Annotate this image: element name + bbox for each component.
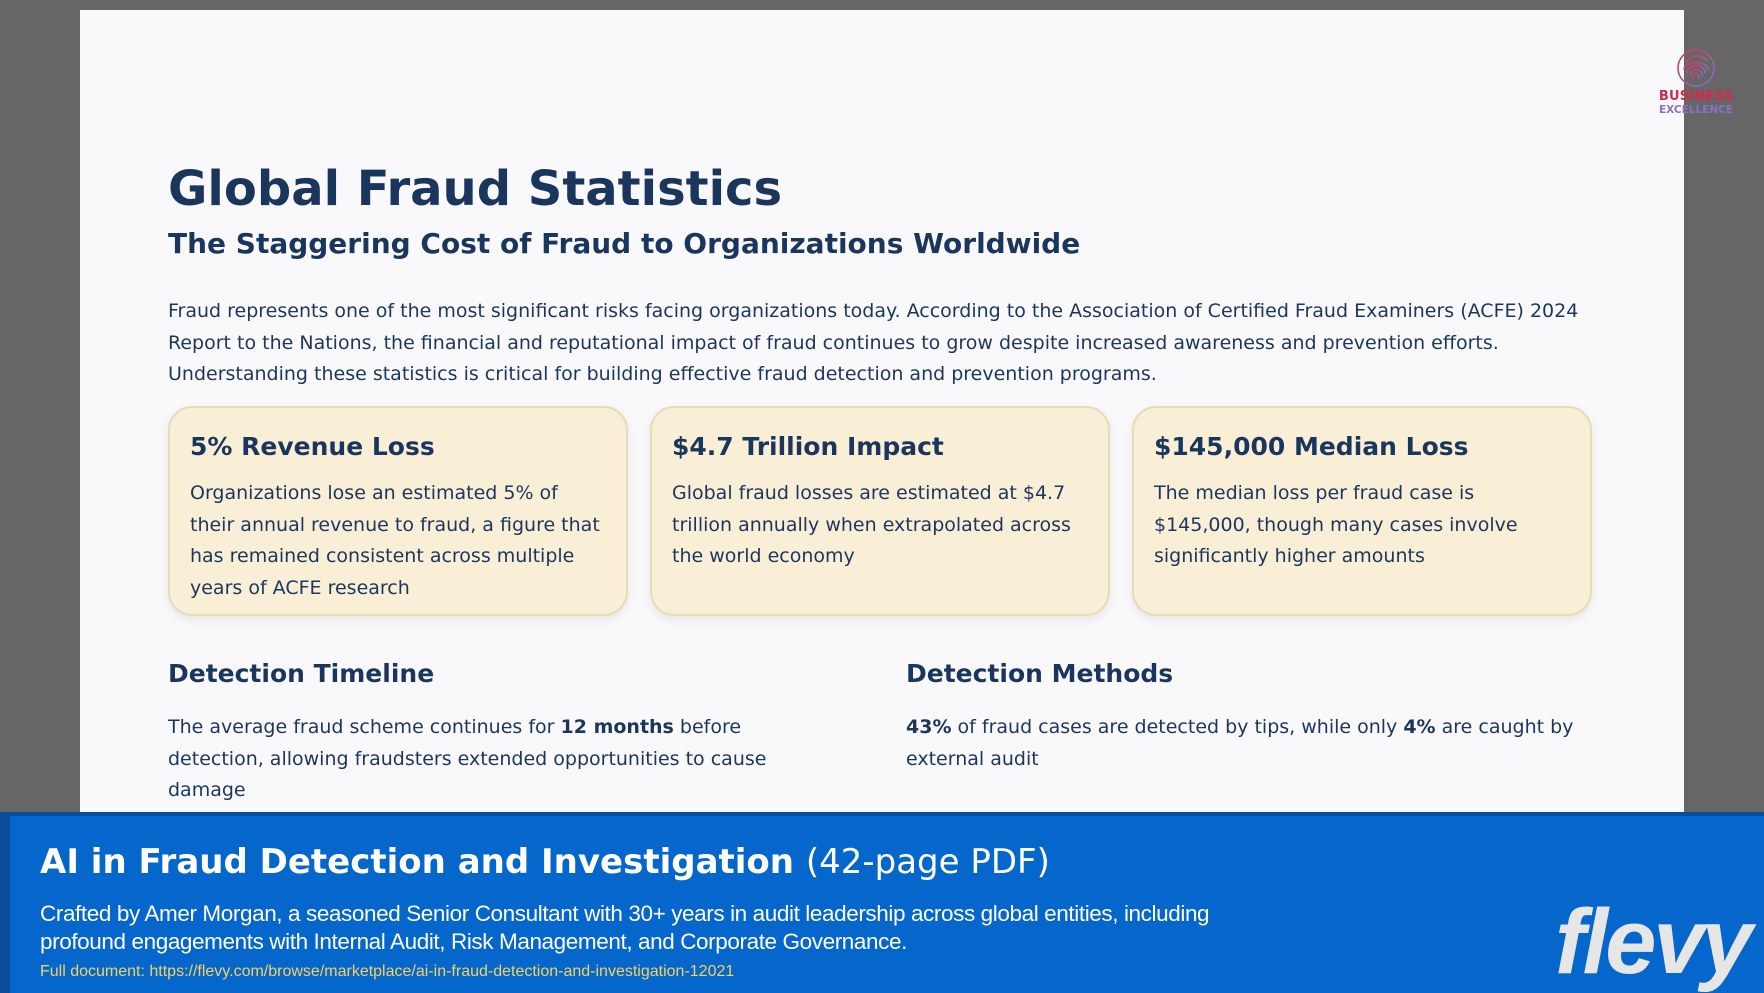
fingerprint-icon xyxy=(1676,48,1716,88)
stat-card-title: $145,000 Median Loss xyxy=(1154,432,1469,461)
timeline-text-after: before detection, allowing fraudsters extended opportunities to cause damage xyxy=(168,716,767,801)
detection-timeline-text xyxy=(168,712,828,807)
detection-methods-text xyxy=(906,712,1616,775)
methods-tips-percent: 43% xyxy=(906,716,952,738)
intro-paragraph: Fraud represents one of the most significant risks facing organizations today. According to the Association of Certified Fraud Examiners (ACFE) 2024 Report to the Nations, the financial and reputational impact of fraud continues to grow despite increased awareness and prevention efforts. Understanding these statistics is critical for building effective fraud detection and prevention programs. xyxy=(168,300,1579,385)
logo-line-2: EXCELLENCE xyxy=(1659,104,1733,116)
business-excellence-logo xyxy=(1653,48,1739,128)
methods-audit-percent: 4% xyxy=(1403,716,1436,738)
detection-timeline-heading: Detection Timeline xyxy=(168,659,435,688)
banner-page-count: (42-page PDF) xyxy=(805,842,1050,882)
timeline-text-before: The average fraud scheme continues for xyxy=(168,716,561,738)
stat-card-trillion-impact xyxy=(650,406,1110,616)
timeline-months: 12 months xyxy=(560,716,674,738)
page-title: Global Fraud Statistics xyxy=(168,161,783,217)
stat-card-text: The median loss per fraud case is $145,000, though many cases involve significantly higher amounts xyxy=(1154,482,1518,567)
flevy-logo: flevy xyxy=(1555,891,1750,993)
methods-text-2: are caught by external audit xyxy=(906,716,1574,770)
banner-title xyxy=(40,840,1050,884)
detection-methods-heading: Detection Methods xyxy=(906,659,1174,688)
slide xyxy=(80,10,1734,813)
stat-card-revenue-loss xyxy=(168,406,628,616)
page-subtitle: The Staggering Cost of Fraud to Organizations Worldwide xyxy=(168,227,1081,260)
banner-edge xyxy=(0,816,10,993)
banner-document-link[interactable]: Full document: https://flevy.com/browse/marketplace/ai-in-fraud-detection-and-investigation-12021 xyxy=(40,963,735,980)
methods-text-1: of fraud cases are detected by tips, while only xyxy=(951,716,1404,738)
stat-card-text: Organizations lose an estimated 5% of their annual revenue to fraud, a figure that has remained consistent across multiple years of ACFE research xyxy=(190,482,600,599)
stat-card-text: Global fraud losses are estimated at $4.7 trillion annually when extrapolated across the world economy xyxy=(672,482,1071,567)
stat-card-median-loss xyxy=(1132,406,1592,616)
banner-document-title: AI in Fraud Detection and Investigation xyxy=(40,842,794,882)
stat-card-title: $4.7 Trillion Impact xyxy=(672,432,944,461)
banner-description: Crafted by Amer Morgan, a seasoned Senior Consultant with 30+ years in audit leadership across global entities, including profound engagements with Internal Audit, Risk Management, and Corporate Governance. xyxy=(40,901,1210,954)
logo-line-1: BUSINESS xyxy=(1658,89,1734,104)
stat-card-title: 5% Revenue Loss xyxy=(190,432,435,461)
promo-banner xyxy=(0,812,1764,993)
